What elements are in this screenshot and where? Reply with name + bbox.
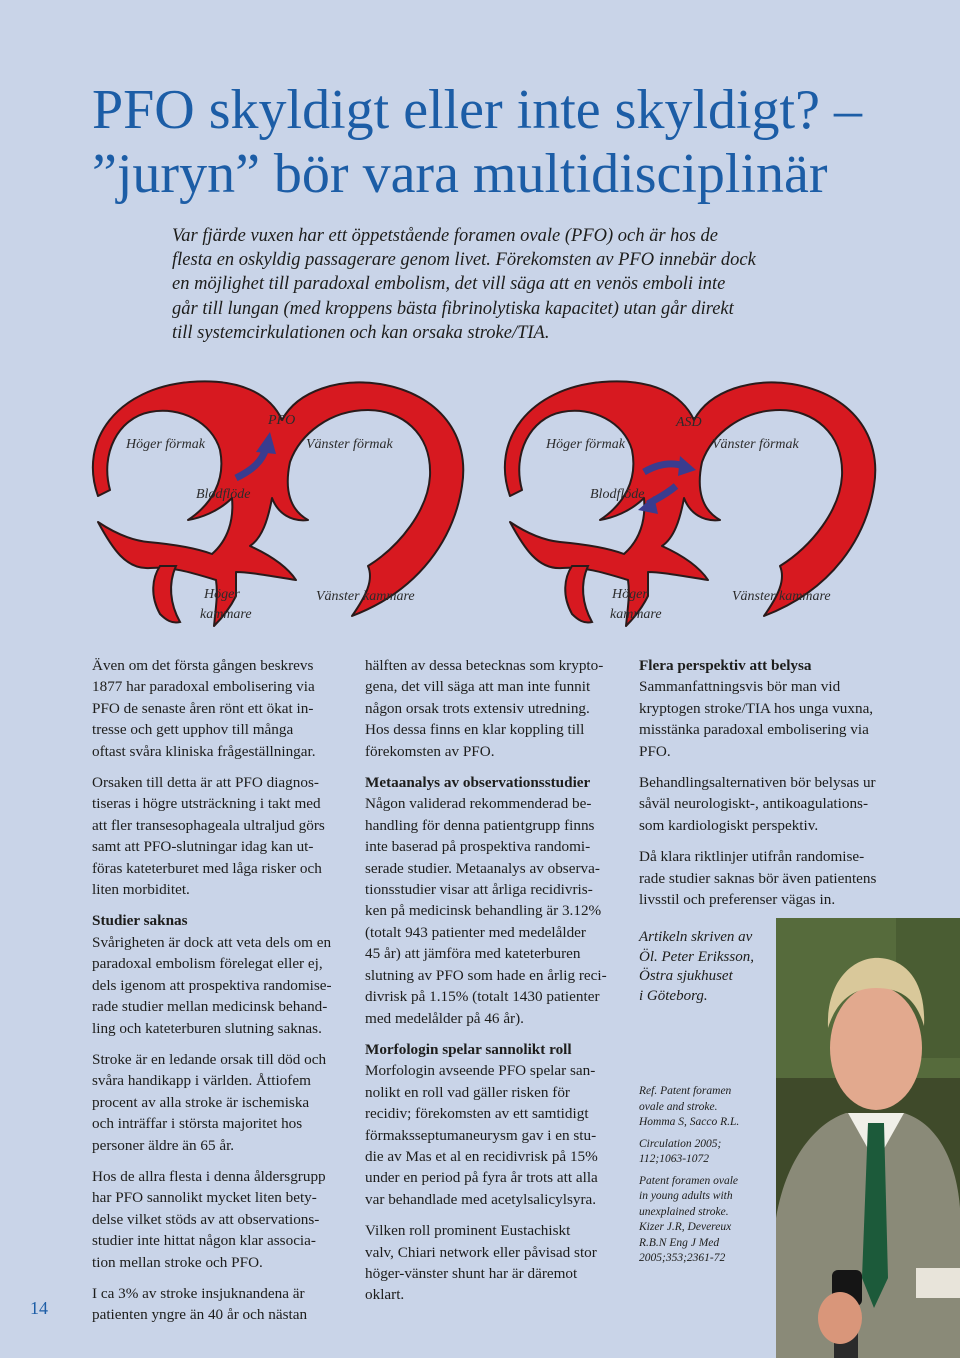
reference-line: 112;1063-1072 <box>639 1153 710 1165</box>
text-line: rade studier mellan medicinsk behand- <box>92 998 328 1016</box>
text-line: studier inte hittat någon klar associa- <box>92 1232 316 1250</box>
blood-flow-label: Blodflöde <box>196 487 251 502</box>
paragraph <box>639 846 899 910</box>
text-line: recidiv; förekomsten av ett samtidigt <box>365 1105 589 1123</box>
text-line: Vilken roll prominent Eustachiskt <box>365 1222 571 1240</box>
text-line: Sammanfattningsvis bör man vid <box>639 678 841 696</box>
text-line: såväl neurologiskt-, antikoagulations- <box>639 795 869 813</box>
right-atrium-label: Höger förmak <box>546 437 625 452</box>
text-line: att fler transesophageala ultraljud görs <box>92 816 325 834</box>
reference-line: Ref. Patent foramen <box>639 1085 732 1097</box>
author-photo <box>776 918 960 1358</box>
reference-line: ovale and stroke. <box>639 1100 718 1113</box>
right-ventricle-label: kammare <box>200 607 252 622</box>
text-line: patienten yngre än 40 år och nästan <box>92 1306 308 1324</box>
text-line: som kardiologiskt perspektiv. <box>639 816 819 834</box>
reference-line: Homma S, Sacco R.L. <box>639 1116 740 1128</box>
text-line: die av Mas et al en recidivrisk på 15% <box>365 1147 598 1165</box>
paragraph <box>92 1166 347 1273</box>
text-line: oklart. <box>365 1286 405 1304</box>
heart-diagram <box>0 370 960 660</box>
text-line: personer äldre än 65 år. <box>92 1136 235 1154</box>
text-line: tresse och gett upphov till många <box>92 721 294 739</box>
left-atrium-label: Vänster förmak <box>306 437 393 452</box>
reference-line: R.B.N Eng J Med <box>639 1236 720 1249</box>
text-line: delse vilket stöds av att observations- <box>92 1210 320 1228</box>
text-line: gena, det vill säga att man inte funnit <box>365 678 591 696</box>
text-line: förekomsten av PFO. <box>365 742 495 760</box>
byline-line: i Göteborg. <box>639 987 708 1004</box>
right-atrium-label: Höger förmak <box>126 437 205 452</box>
text-line: tion mellan stroke och PFO. <box>92 1253 263 1271</box>
text-line: tionsstudier visar att årliga recidivris- <box>365 881 593 899</box>
intro-line: en möjlighet till paradoxal embolism, det vill säga att en venös emboli inte <box>172 274 726 295</box>
text-line: livsstil och preferenser vägas in. <box>639 891 836 909</box>
text-line: 45 år) att jämföra med kateterburen <box>365 945 581 963</box>
left-ventricle-label: Vänster kammare <box>316 589 415 604</box>
paragraph <box>92 655 347 762</box>
section-heading: Morfologin spelar sannolikt roll <box>365 1040 572 1058</box>
left-atrium-label: Vänster förmak <box>712 437 799 452</box>
text-line: valv, Chiari network eller påvisad stor <box>365 1243 597 1261</box>
text-line: förmaksseptumaneurysm gav i en stu- <box>365 1126 597 1144</box>
intro-line: till systemcirkulationen och kan orsaka stroke/TIA. <box>172 322 550 343</box>
intro-paragraph <box>172 224 872 345</box>
page-number: 14 <box>30 1298 48 1318</box>
text-line: svåra handikapp i världen. Åttiofem <box>92 1072 311 1090</box>
text-line: föras kateterburet med låga risker och <box>92 859 322 877</box>
reference-line: Patent foramen ovale <box>639 1174 739 1187</box>
text-line: Hos dessa finns en klar koppling till <box>365 721 585 739</box>
text-line: Stroke är en ledande orsak till död och <box>92 1050 327 1068</box>
right-ventricle-label: kammare <box>610 607 662 622</box>
reference <box>639 1084 779 1131</box>
text-line: I ca 3% av stroke insjuknandena är <box>92 1284 305 1302</box>
text-line: Då klara riktlinjer utifrån randomise- <box>639 848 865 866</box>
text-line: Någon validerad rekommenderad be- <box>365 795 592 813</box>
reference-line: in young adults with <box>639 1190 733 1202</box>
text-line: ling och kateterburen slutning saknas. <box>92 1019 322 1037</box>
reference-line: 2005;353;2361-72 <box>639 1252 726 1264</box>
column-2 <box>365 655 625 1316</box>
text-line: inte baserad på prospektiva randomi- <box>365 838 591 856</box>
text-line: rade studier saknas bör även patientens <box>639 869 877 887</box>
paragraph <box>365 1220 625 1306</box>
reference-line: Kizer J.R, Devereux <box>639 1221 732 1233</box>
text-line: Orsaken till detta är att PFO diagnos- <box>92 774 319 792</box>
text-line: procent av alla stroke är ischemiska <box>92 1093 310 1111</box>
title-line-2: ”juryn” bör vara multidisciplinär <box>92 143 828 205</box>
title-line-1: PFO skyldigt eller inte skyldigt? – <box>92 79 862 141</box>
text-line: paradoxal embolism förelegat eller ej, <box>92 955 323 973</box>
paragraph <box>365 793 625 1028</box>
byline-line: Östra sjukhuset <box>639 968 733 984</box>
paragraph <box>365 1060 625 1210</box>
article-title <box>92 78 932 206</box>
intro-line: flesta en oskyldig passagerare genom livet. Förekomsten av PFO innebär dock <box>172 250 756 271</box>
paragraph <box>92 772 347 900</box>
text-line: var behandlade med acetylsalicylsyra. <box>365 1190 597 1208</box>
text-line: Även om det första gången beskrevs <box>92 657 314 674</box>
text-line: slutning av PFO som hade en årlig reci- <box>365 966 607 984</box>
right-ventricle-label: Höger <box>204 587 240 602</box>
text-line: divrisk på 1.15% (totalt 1430 patienter <box>365 988 600 1006</box>
section-heading: Metaanalys av observationsstudier <box>365 774 591 792</box>
blood-flow-label: Blodflöde <box>590 487 645 502</box>
paragraph <box>92 1283 347 1326</box>
paragraph <box>639 676 899 762</box>
text-line: oftast svåra kliniska frågeställningar. <box>92 742 316 760</box>
text-line: dels igenom att prospektiva randomise- <box>92 976 332 994</box>
paragraph <box>92 932 347 1039</box>
paragraph <box>365 655 625 762</box>
text-line: Behandlingsalternativen bör belysas ur <box>639 774 876 792</box>
text-line: 1877 har paradoxal embolisering via <box>92 678 315 696</box>
intro-line: går till lungan (med kroppens bästa fibrinolytiska kapacitet) utan går direkt <box>172 298 734 319</box>
text-line: PFO de senaste åren rönt ett ökat in- <box>92 699 314 717</box>
text-line: kryptogen stroke/TIA hos unga vuxna, <box>639 699 874 717</box>
text-line: Hos de allra flesta i denna åldersgrupp <box>92 1167 326 1185</box>
text-line: nolikt en roll vad gäller risken för <box>365 1083 570 1101</box>
text-line: har PFO sannolikt mycket liten bety- <box>92 1189 317 1207</box>
text-line: tiseras i högre utsträckning i takt med <box>92 795 321 813</box>
text-line: under en period på fyra år trots att alla <box>365 1169 598 1187</box>
text-line: handling för denna patientgrupp finns <box>365 816 595 834</box>
text-line: liten morbiditet. <box>92 881 190 899</box>
right-ventricle-label: Höger <box>612 587 648 602</box>
paragraph <box>639 772 899 836</box>
reference-line: unexplained stroke. <box>639 1205 729 1218</box>
text-line: hälften av dessa betecknas som krypto- <box>365 657 604 674</box>
references <box>639 1084 779 1273</box>
left-ventricle-label: Vänster kammare <box>732 589 831 604</box>
text-line: Morfologin avseende PFO spelar san- <box>365 1062 596 1080</box>
reference-line: Circulation 2005; <box>639 1137 722 1150</box>
byline-line: Öl. Peter Eriksson, <box>639 948 754 965</box>
reference <box>639 1137 779 1168</box>
section-heading: Studier saknas <box>92 912 188 930</box>
byline-line: Artikeln skriven av <box>639 929 753 945</box>
text-line: och inträffar i största majoritet hos <box>92 1115 303 1133</box>
text-line: PFO. <box>639 742 671 760</box>
section-heading: Flera perspektiv att belysa <box>639 657 812 674</box>
text-line: serade studier. Metaanalys av observa- <box>365 859 600 877</box>
text-line: misstänka paradoxal embolisering via <box>639 721 869 739</box>
text-line: med medelålder på 46 år). <box>365 1009 524 1027</box>
text-line: ken på medicinsk behandling är 3.12% <box>365 902 602 920</box>
text-line: samt att PFO-slutningar idag kan ut- <box>92 838 314 856</box>
intro-line: Var fjärde vuxen har ett öppetstående foramen ovale (PFO) och är hos de <box>172 226 718 246</box>
column-3 <box>639 655 899 920</box>
author-byline <box>639 928 754 1006</box>
reference <box>639 1174 779 1267</box>
asd-label: ASD <box>676 415 702 430</box>
text-line: höger-vänster shunt har är däremot <box>365 1264 578 1282</box>
paragraph <box>92 1049 347 1156</box>
text-line: Svårigheten är dock att veta dels om en <box>92 933 332 951</box>
column-1 <box>92 655 347 1336</box>
text-line: (totalt 943 patienter med medelålder <box>365 923 586 941</box>
pfo-label: PFO <box>268 413 296 428</box>
text-line: någon orsak trots extensiv utredning. <box>365 699 590 717</box>
